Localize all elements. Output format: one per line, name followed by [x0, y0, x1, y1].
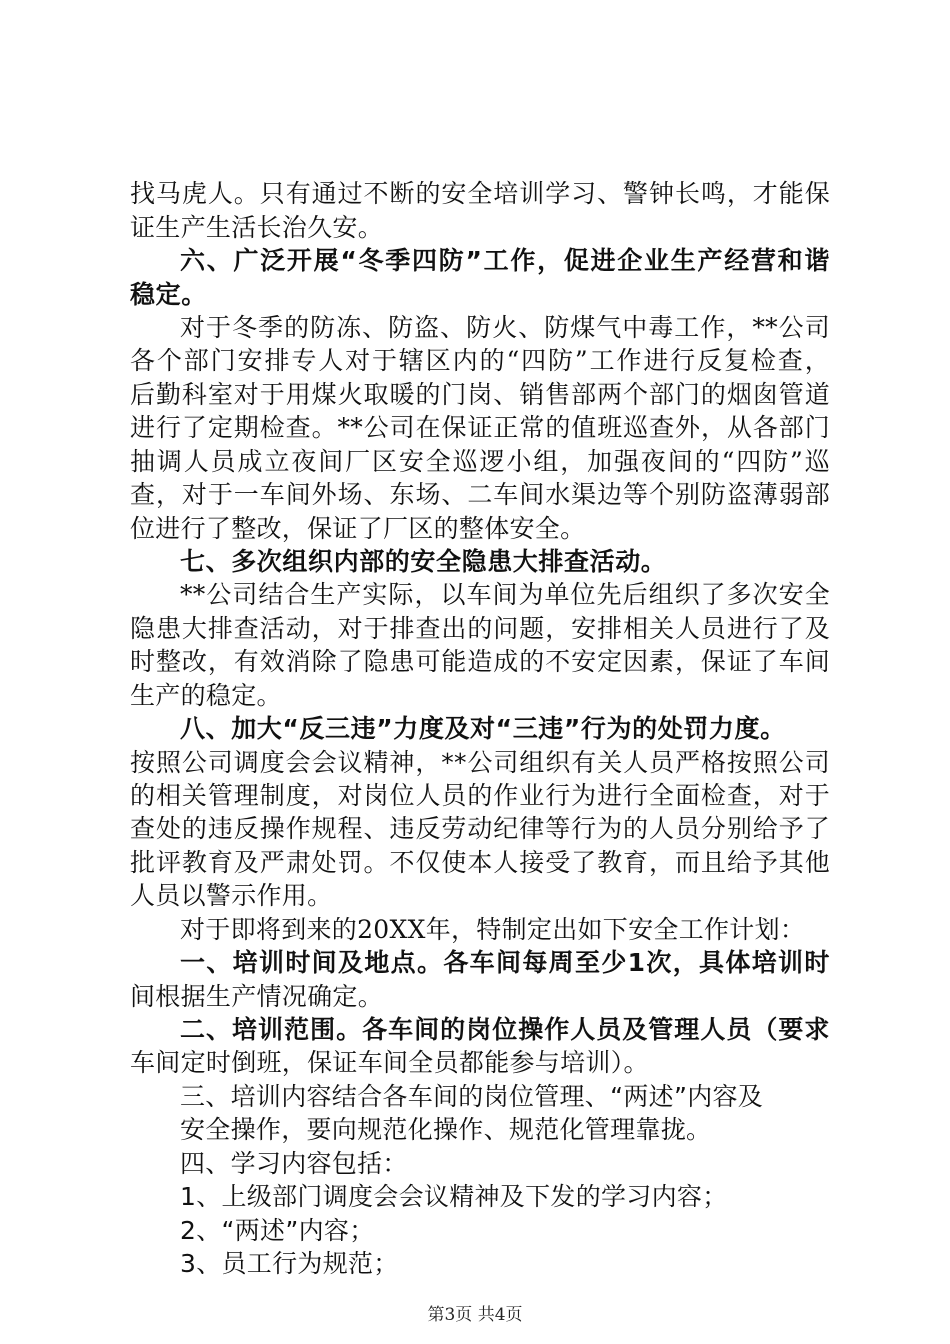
plan-item-2: 二、培训范围。各车间的岗位操作人员及管理人员（要求 — [180, 1015, 830, 1044]
body-text-line: 车间定时倒班，保证车间全员都能参与培训）。 — [130, 1048, 649, 1077]
plan-item-1: 一、培训时间及地点。各车间每周至少1次，具体培训时 — [180, 948, 830, 977]
page-number-footer: 第3页 共4页 — [427, 1305, 523, 1325]
body-text-line: 安全操作，要向规范化操作、规范化管理靠拢。 — [180, 1115, 712, 1144]
study-item-2: 2、“两述”内容； — [180, 1216, 375, 1245]
body-text-line: 位进行了整改，保证了厂区的整体安全。 — [130, 514, 586, 543]
body-text-line: 各个部门安排专人对于辖区内的“四防”工作进行反复检查， — [130, 346, 830, 375]
body-text-line: 证生产生活长治久安。 — [130, 213, 384, 242]
body-text-line: 查处的违反操作规程、违反劳动纪律等行为的人员分别给予了 — [130, 814, 830, 843]
plan-item-4: 四、学习内容包括： — [180, 1149, 408, 1178]
body-text-line: 进行了定期检查。**公司在保证正常的值班巡查外，从各部门 — [130, 413, 830, 442]
body-text-line: 人员以警示作用。 — [130, 881, 333, 910]
section-heading-6-cont: 稳定。 — [130, 280, 207, 309]
plan-item-3: 三、培训内容结合各车间的岗位管理、“两述”内容及 — [180, 1082, 764, 1111]
body-text-line: 找马虎人。只有通过不断的安全培训学习、警钟长鸣，才能保 — [130, 179, 830, 208]
body-text-line: 后勤科室对于用煤火取暖的门岗、销售部两个部门的烟囱管道 — [130, 380, 830, 409]
section-heading-7: 七、多次组织内部的安全隐患大排查活动。 — [180, 547, 667, 576]
section-heading-6: 六、广泛开展“冬季四防”工作，促进企业生产经营和谐 — [180, 246, 830, 275]
body-text-line: 按照公司调度会会议精神，**公司组织有关人员严格按照公司 — [130, 748, 830, 777]
body-text-line: 抽调人员成立夜间厂区安全巡逻小组，加强夜间的“四防”巡 — [130, 447, 830, 476]
body-text-line: **公司结合生产实际，以车间为单位先后组织了多次安全 — [180, 580, 830, 609]
study-item-3: 3、员工行为规范； — [180, 1249, 399, 1278]
study-item-1: 1、上级部门调度会会议精神及下发的学习内容； — [180, 1182, 728, 1211]
section-heading-8: 八、加大“反三违”力度及对“三违”行为的处罚力度。 — [180, 714, 786, 743]
body-text-line: 间根据生产情况确定。 — [130, 982, 384, 1011]
body-text-line: 查，对于一车间外场、东场、二车间水渠边等个别防盗薄弱部 — [130, 480, 830, 509]
body-text-line: 时整改，有效消除了隐患可能造成的不安定因素，保证了车间 — [130, 647, 830, 676]
body-text-line: 的相关管理制度，对岗位人员的作业行为进行全面检查，对于 — [130, 781, 830, 810]
body-text-line: 批评教育及严肃处罚。不仅使本人接受了教育，而且给予其他 — [130, 848, 830, 877]
body-text-line: 生产的稳定。 — [130, 681, 282, 710]
body-text-line: 对于冬季的防冻、防盗、防火、防煤气中毒工作，**公司 — [180, 313, 830, 342]
plan-intro-line: 对于即将到来的20XX年，特制定出如下安全工作计划： — [180, 915, 806, 944]
body-text-line: 隐患大排查活动，对于排查出的问题，安排相关人员进行了及 — [130, 614, 830, 643]
